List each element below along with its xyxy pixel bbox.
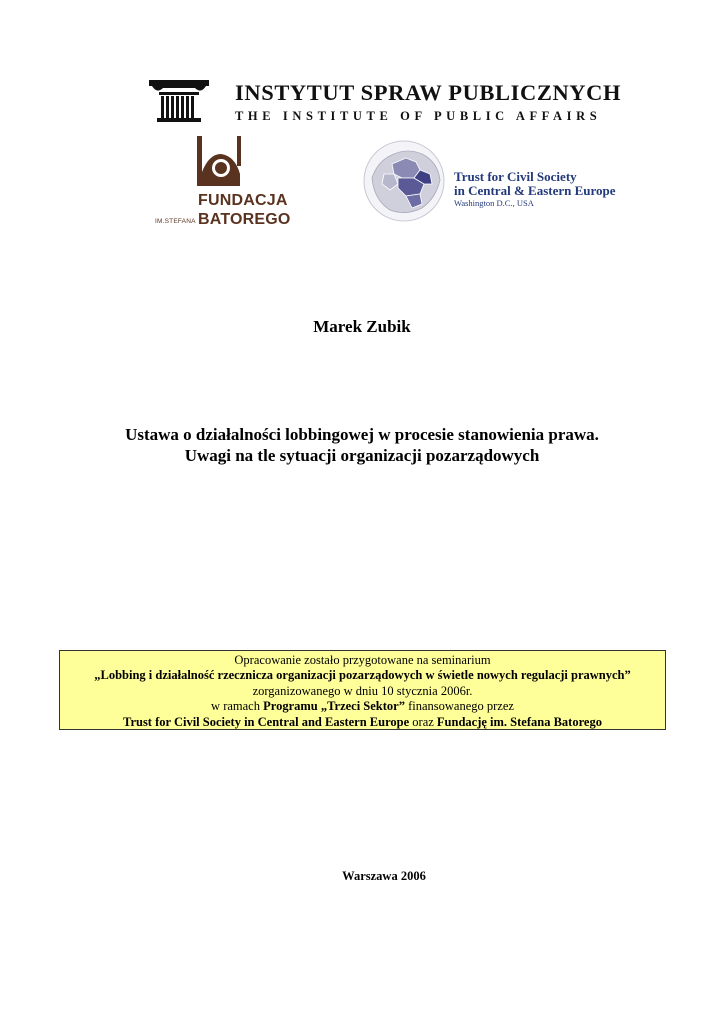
isp-title: INSTYTUT SPRAW PUBLICZNYCH bbox=[235, 80, 622, 105]
isp-logo bbox=[143, 76, 622, 128]
author-name: Marek Zubik bbox=[313, 317, 411, 336]
document-title bbox=[0, 424, 724, 466]
batory-name-line2 bbox=[155, 212, 290, 228]
place-and-year: Warszawa 2006 bbox=[342, 869, 426, 883]
batory-prefix: IM.STEFANA bbox=[155, 218, 196, 225]
trust-name: Trust for Civil Society in Central and Eastern Europe bbox=[123, 714, 410, 729]
europe-map-icon bbox=[362, 138, 446, 224]
seminar-title: „Lobbing i działalność rzecznicza organizacji pozarządowych w świetle nowych regulacji prawnych” bbox=[94, 668, 631, 683]
info-line5 bbox=[60, 715, 665, 730]
trust-line2: in Central & Eastern Europe bbox=[454, 183, 616, 198]
title-line2: Uwagi na tle sytuacji organizacji pozarządowych bbox=[184, 446, 540, 465]
info-line4 bbox=[60, 699, 665, 714]
title-line1: Ustawa o działalności lobbingowej w procesie stanowienia prawa. bbox=[125, 425, 599, 444]
seminar-info-box bbox=[59, 650, 666, 730]
trust-location: Washington D.C., USA bbox=[454, 198, 534, 208]
isp-subtitle: THE INSTITUTE OF PUBLIC AFFAIRS bbox=[235, 109, 602, 123]
batory-surname: BATOREGO bbox=[198, 211, 291, 228]
trust-text bbox=[454, 170, 616, 209]
batory-foundation-name: Fundację im. Stefana Batorego bbox=[436, 714, 602, 729]
info-line4-post: finansowanego przez bbox=[408, 699, 514, 714]
batory-logo bbox=[155, 136, 290, 232]
column-capital-icon bbox=[149, 80, 209, 122]
batory-name-line1: FUNDACJA bbox=[198, 192, 288, 209]
batory-emblem-icon bbox=[195, 136, 247, 188]
info-line1: Opracowanie zostało przygotowane na seminarium bbox=[234, 653, 491, 667]
trust-logo bbox=[362, 138, 618, 224]
program-name: Programu „Trzeci Sektor” bbox=[263, 699, 405, 714]
info-line5-and: oraz bbox=[412, 714, 434, 729]
trust-line1: Trust for Civil Society bbox=[454, 169, 577, 184]
info-line4-pre: w ramach bbox=[211, 699, 260, 714]
info-line3: zorganizowanego w dniu 10 stycznia 2006r. bbox=[252, 683, 473, 698]
